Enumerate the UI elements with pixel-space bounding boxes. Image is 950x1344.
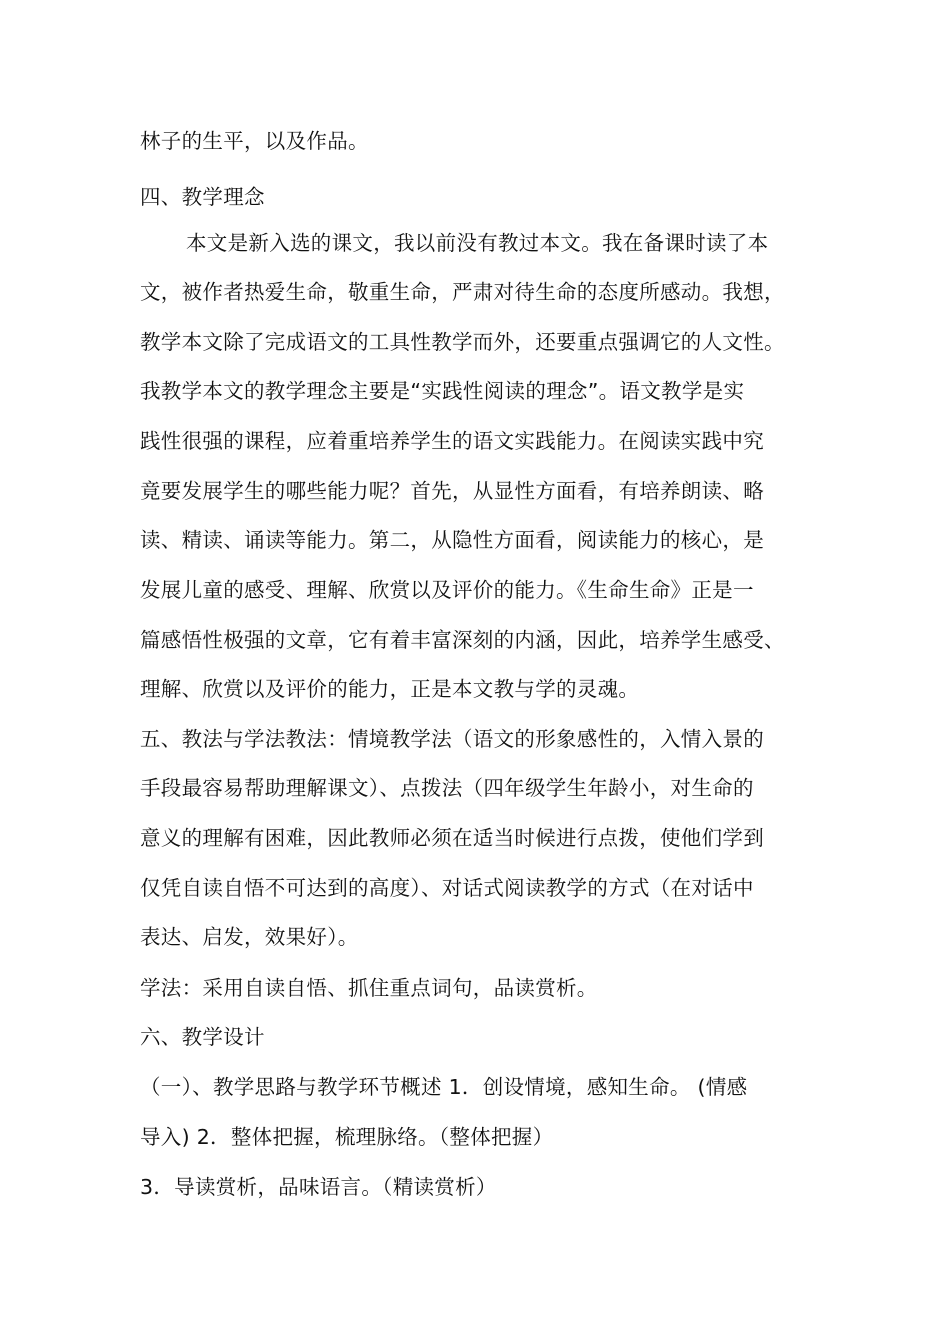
section-heading-methods: 五、教法与学法教法：情境教学法（语文的形象感性的，入情入景的 [140, 727, 764, 751]
text-line-11: 篇感悟性极强的文章，它有着丰富深刻的内涵，因此，培养学生感受、 [140, 628, 785, 652]
section-heading-teaching-philosophy: 四、教学理念 [140, 185, 265, 209]
text-line-5: 教学本文除了完成语文的工具性教学而外，还要重点强调它的人文性。 [140, 330, 785, 354]
text-line-21: 导入) 2．整体把握，梳理脉络。（整体把握） [140, 1125, 554, 1149]
text-line-22: 3．导读赏析，品味语言。（精读赏析） [140, 1175, 497, 1199]
text-line-7: 践性很强的课程，应着重培养学生的语文实践能力。在阅读实践中究 [140, 429, 764, 453]
text-line-10: 发展儿童的感受、理解、欣赏以及评价的能力。《生命生命》正是一 [140, 578, 754, 602]
text-line-4: 文，被作者热爱生命，敬重生命，严肃对待生命的态度所感动。我想， [140, 280, 785, 304]
text-line-16: 仅凭自读自悟不可达到的高度）、对话式阅读教学的方式（在对话中 [140, 876, 754, 900]
text-line-15: 意义的理解有困难，因此教师必须在适当时候进行点拨，使他们学到 [140, 826, 764, 850]
text-line-14: 手段最容易帮助理解课文）、点拨法（四年级学生年龄小，对生命的 [140, 776, 754, 800]
text-line-20: （一）、教学思路与教学环节概述 1．创设情境，感知生命。 (情感 [140, 1075, 748, 1099]
text-line-6: 我教学本文的教学理念主要是“实践性阅读的理念”。语文教学是实 [140, 379, 745, 403]
text-line-8: 竟要发展学生的哪些能力呢？首先，从显性方面看，有培养朗读、略 [140, 479, 764, 503]
text-line-learning-method: 学法：采用自读自悟、抓住重点词句，品读赏析。 [140, 976, 598, 1000]
text-line-9: 读、精读、诵读等能力。第二，从隐性方面看，阅读能力的核心，是 [140, 528, 764, 552]
text-line-17: 表达、启发，效果好）。 [140, 925, 359, 949]
text-line-3: 本文是新入选的课文，我以前没有教过本文。我在备课时读了本 [186, 231, 769, 255]
text-line-12: 理解、欣赏以及评价的能力，正是本文教与学的灵魂。 [140, 677, 640, 701]
section-heading-teaching-design: 六、教学设计 [140, 1025, 265, 1049]
text-line-1: 林子的生平，以及作品。 [140, 129, 369, 153]
